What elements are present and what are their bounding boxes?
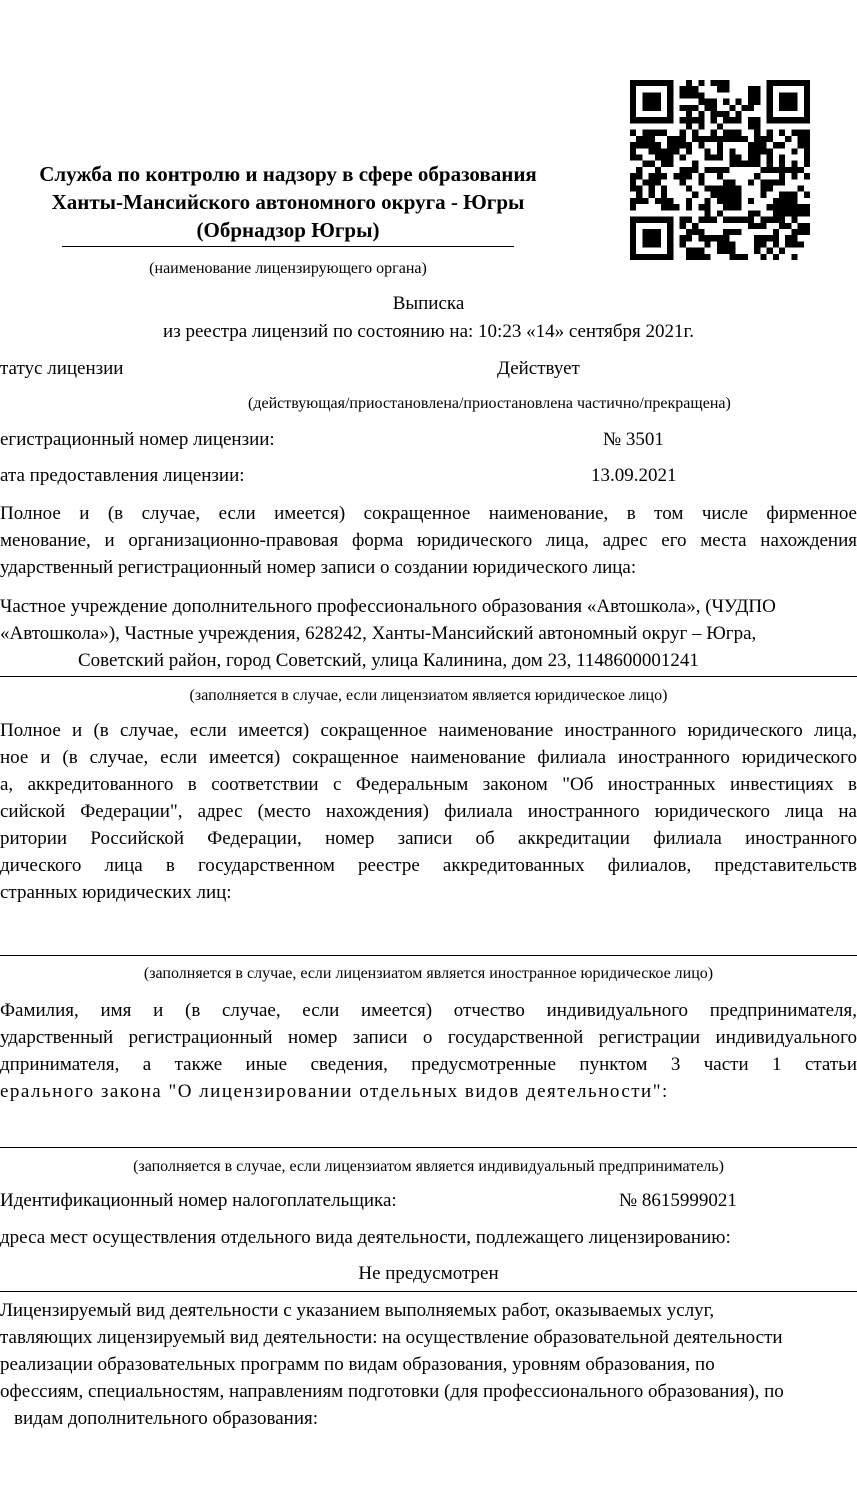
status-caption: (действующая/приостановлена/приостановлена частично/прекращена) xyxy=(248,395,731,412)
activity-text-line: видам дополнительного образования: xyxy=(14,1408,319,1429)
entrepreneur-text-line: ударственный регистрационный номер записи о государственной регистрации индивидуального xyxy=(0,1027,857,1048)
legal-entity-section xyxy=(0,500,857,581)
legal-entity-value xyxy=(0,593,857,674)
foreign-entity-caption: (заполняется в случае, если лицензиатом является иностранное юридическое лицо) xyxy=(143,965,714,982)
reg-number-value: № 3501 xyxy=(603,429,664,450)
entrepreneur-text-line: дпринимателя, а также иные сведения, предусмотренные пунктом 3 части 1 статьи xyxy=(0,1054,857,1075)
qr-code xyxy=(630,80,810,260)
inn-value: № 8615999021 xyxy=(619,1190,737,1211)
document-subtitle: из реестра лицензий по состоянию на: 10:23 «14» сентября 2021г. xyxy=(163,321,694,342)
authority-name-line-2: Ханты-Мансийского автономного округа - Югры xyxy=(51,190,525,214)
legal-entity-rule xyxy=(0,676,857,677)
issue-date-value: 13.09.2021 xyxy=(591,465,677,486)
foreign-entity-section xyxy=(0,717,857,906)
authority-caption: (наименование лицензирующего органа) xyxy=(149,260,427,277)
legal-entity-value-line: Советский район, город Советский, улица Калинина, дом 23, 1148600001241 xyxy=(78,650,699,671)
foreign-entity-rule xyxy=(0,955,857,956)
legal-entity-text-line: Полное и (в случае, если имеется) сокращенное наименование, в том числе фирменное xyxy=(0,503,857,524)
authority-underline xyxy=(62,246,514,247)
entrepreneur-text-line: Фамилия, имя и (в случае, если имеется) отчество индивидуального предпринимателя, xyxy=(0,1000,857,1021)
authority-name-line-3: (Обрнадзор Югры) xyxy=(196,218,380,242)
foreign-entity-text-line: ное и (в случае, если имеется) сокращенное наименование филиала иностранного юридического xyxy=(0,747,857,768)
addresses-rule xyxy=(0,1291,857,1292)
entrepreneur-text-line: ерального закона "О лицензировании отдельных видов деятельности": xyxy=(0,1081,669,1102)
activity-text-line: офессиям, специальностям, направлениям подготовки (для профессионального образования), по xyxy=(0,1381,784,1402)
foreign-entity-text-line: странных юридических лиц: xyxy=(0,882,232,903)
entrepreneur-rule xyxy=(0,1147,857,1148)
legal-entity-value-line: Частное учреждение дополнительного профессионального образования «Автошкола», (ЧУДПО xyxy=(0,596,776,617)
activity-text-line: тавляющих лицензируемый вид деятельности: на осуществление образовательной деятельности xyxy=(0,1327,783,1348)
foreign-entity-text-line: а, аккредитованного в соответствии с Федеральным законом "Об иностранных инвестициях в xyxy=(0,774,857,795)
licensing-authority-name xyxy=(0,160,576,244)
document-title: Выписка xyxy=(392,293,465,314)
activity-section xyxy=(0,1297,857,1432)
entrepreneur-caption: (заполняется в случае, если лицензиатом является индивидуальный предприниматель) xyxy=(133,1158,724,1175)
authority-name-line-1: Служба по контролю и надзору в сфере образования xyxy=(39,162,537,186)
inn-label: Идентификационный номер налогоплательщика: xyxy=(0,1190,397,1211)
activity-text-line: Лицензируемый вид деятельности с указанием выполняемых работ, оказываемых услуг, xyxy=(0,1300,715,1321)
reg-number-label: егистрационный номер лицензии: xyxy=(0,429,275,450)
legal-entity-text-line: ударственный регистрационный номер записи о создании юридического лица: xyxy=(0,557,637,578)
activity-text-line: реализации образовательных программ по видам образования, уровням образования, по xyxy=(0,1354,715,1375)
legal-entity-value-line: «Автошкола»), Частные учреждения, 628242, Ханты-Мансийский автономный округ – Югра, xyxy=(0,623,757,644)
entrepreneur-section xyxy=(0,997,857,1105)
foreign-entity-text-line: сийской Федерации", адрес (место нахождения) филиала иностранного юридического лица на xyxy=(0,801,857,822)
status-value: Действует xyxy=(497,358,580,379)
legal-entity-caption: (заполняется в случае, если лицензиатом является юридическое лицо) xyxy=(189,687,668,704)
issue-date-label: ата предоставления лицензии: xyxy=(0,465,245,486)
legal-entity-text-line: менование, и организационно-правовая форма юридического лица, адрес его места нахождения xyxy=(0,530,857,551)
addresses-value: Не предусмотрен xyxy=(358,1263,499,1284)
foreign-entity-text-line: ритории Российской Федерации, номер записи об аккредитации филиала иностранного xyxy=(0,828,857,849)
addresses-label: дреса мест осуществления отдельного вида деятельности, подлежащего лицензированию: xyxy=(0,1227,731,1248)
status-label: татус лицензии xyxy=(0,358,124,379)
foreign-entity-text-line: дического лица в государственном реестре аккредитованных филиалов, представительств xyxy=(0,855,857,876)
foreign-entity-text-line: Полное и (в случае, если имеется) сокращенное наименование иностранного юридического лица, xyxy=(0,720,857,741)
